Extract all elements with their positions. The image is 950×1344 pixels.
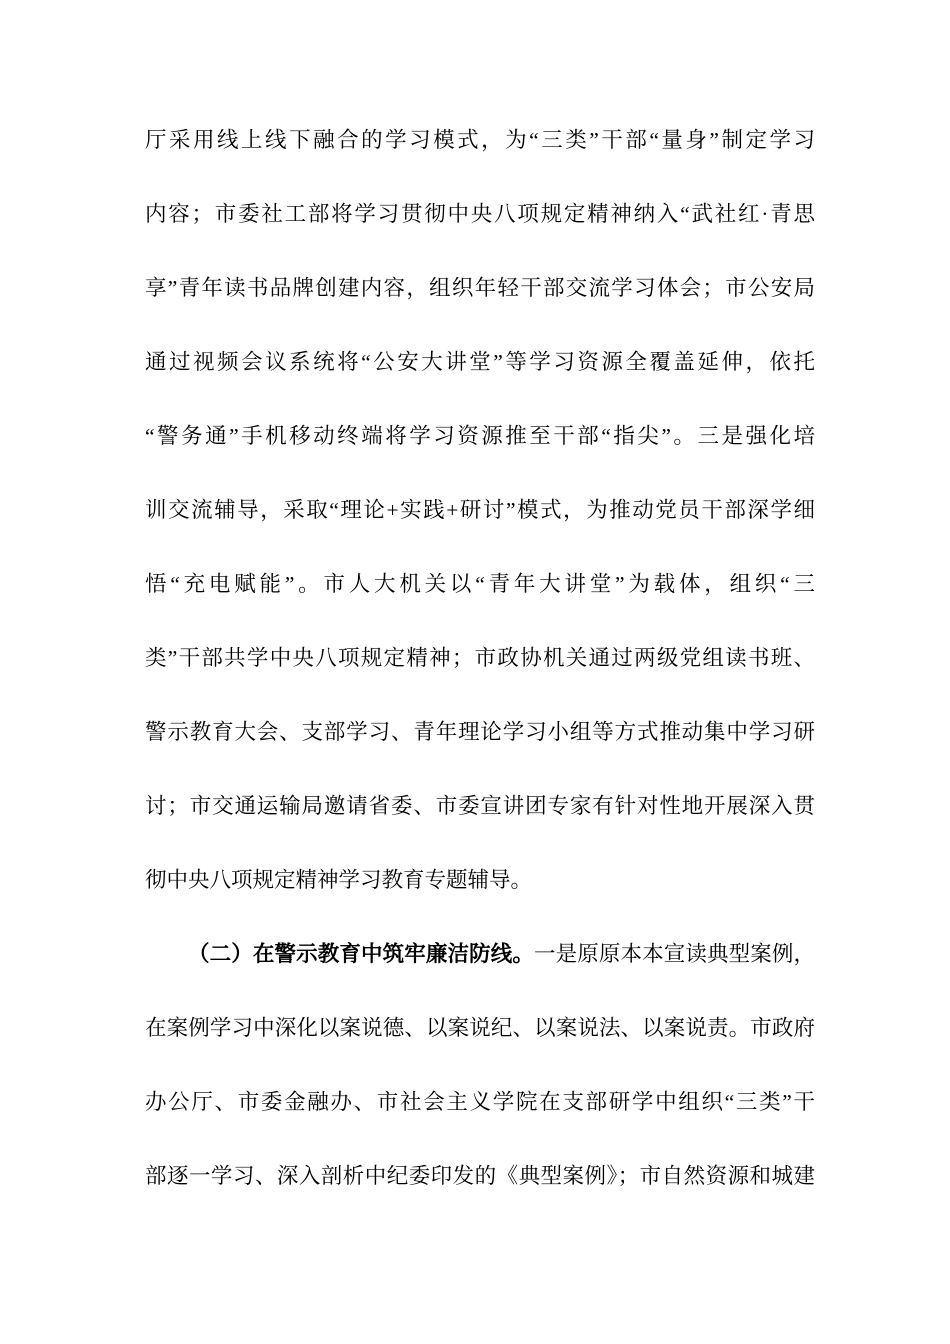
text-line — [145, 325, 815, 399]
text-line — [145, 473, 815, 547]
text-run: “警务通”手机移动终端将学习资源推至干部“指尖”。三是强化培 — [145, 424, 815, 448]
text-line — [145, 1065, 815, 1139]
text-line — [145, 177, 815, 251]
text-line — [145, 917, 815, 991]
text-line — [145, 547, 815, 621]
text-run: 通过视频会议系统将“公安大讲堂”等学习资源全覆盖延伸，依托 — [145, 350, 815, 374]
text-run: 训交流辅导，采取“理论+实践+研讨”模式，为推动党员干部深学细 — [145, 498, 815, 522]
text-run: 厅采用线上线下融合的学习模式，为“三类”干部“量身”制定学习 — [145, 128, 815, 152]
text-run: 讨；市交通运输局邀请省委、市委宣讲团专家有针对性地开展深入贯 — [145, 794, 815, 818]
paragraph-warning-education — [145, 917, 815, 1213]
paragraph-learning-measures — [145, 103, 815, 917]
text-line — [145, 843, 815, 917]
text-line — [145, 991, 815, 1065]
document-body — [145, 103, 815, 1213]
text-run: 在案例学习中深化以案说德、以案说纪、以案说法、以案说责。市政府 — [145, 1016, 815, 1040]
text-run: 享”青年读书品牌创建内容，组织年轻干部交流学习体会；市公安局 — [145, 276, 815, 300]
text-line — [145, 769, 815, 843]
text-run: 彻中央八项规定精神学习教育专题辅导。 — [145, 868, 533, 892]
text-line — [145, 251, 815, 325]
text-line — [145, 103, 815, 177]
text-line — [145, 1139, 815, 1213]
text-run: 一是原原本本宣读典型案例， — [533, 942, 815, 966]
text-run: 内容；市委社工部将学习贯彻中央八项规定精神纳入“武社红·青思 — [145, 202, 815, 226]
text-line — [145, 621, 815, 695]
text-run: 悟“充电赋能”。市人大机关以“青年大讲堂”为载体，组织“三 — [145, 572, 815, 596]
heading-run: （二）在警示教育中筑牢廉洁防线。 — [188, 942, 534, 966]
text-run: 部逐一学习、深入剖析中纪委印发的《典型案例》；市自然资源和城建 — [145, 1164, 815, 1188]
text-run: 办公厅、市委金融办、市社会主义学院在支部研学中组织“三类”干 — [145, 1090, 815, 1114]
text-run: 警示教育大会、支部学习、青年理论学习小组等方式推动集中学习研 — [145, 720, 815, 744]
text-line — [145, 695, 815, 769]
text-line — [145, 399, 815, 473]
text-run: 类”干部共学中央八项规定精神；市政协机关通过两级党组读书班、 — [145, 646, 815, 670]
